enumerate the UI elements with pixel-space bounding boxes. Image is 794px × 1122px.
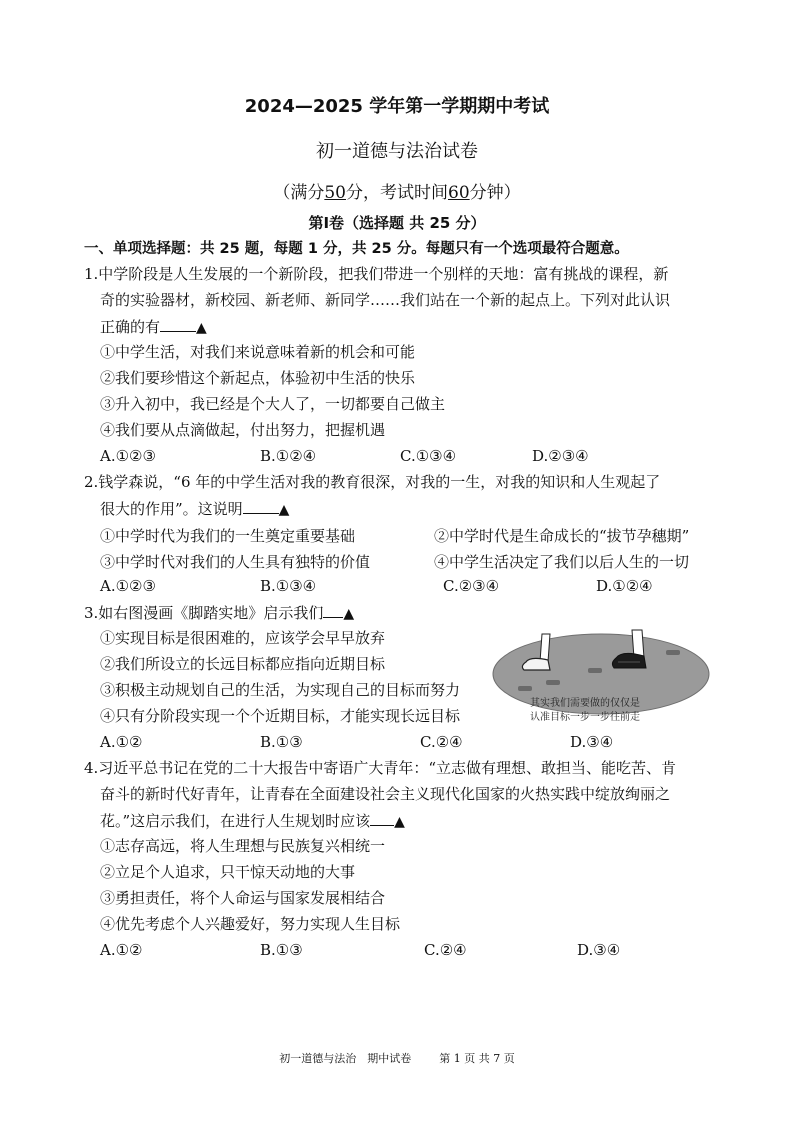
blank-marker-icon: ▲ (394, 814, 405, 830)
answer-blank (323, 603, 343, 618)
q4-item-2: ②立足个人追求，只干惊天动地的大事 (100, 863, 356, 881)
page-footer (0, 1050, 794, 1066)
q3-option-b: B.①③ (260, 733, 303, 751)
exam-duration: 60 (448, 183, 470, 203)
q2-option-b: B.①③④ (260, 577, 317, 595)
q4-stem-line-1: 4.习近平总书记在党的二十大报告中寄语广大青年：“立志做有理想、敢担当、能吃苦、肯 (84, 759, 676, 777)
q1-item-2: ②我们要珍惜这个新起点，体验初中生活的快乐 (100, 369, 416, 387)
q1-item-3: ③升入初中，我已经是个大人了，一切都要自己做主 (100, 395, 446, 413)
q2-option-a: A.①②③ (100, 577, 156, 595)
q3-item-2: ②我们所设立的长远目标都应指向近期目标 (100, 655, 386, 673)
full-score: 50 (324, 183, 346, 203)
q2-stem-line-2: 很大的作用”。这说明 ▲ (100, 500, 290, 518)
q3-option-c: C.②④ (420, 733, 463, 751)
q1-item-4: ④我们要从点滴做起，付出努力，把握机遇 (100, 421, 386, 439)
q4-option-a: A.①② (100, 941, 143, 959)
exam-meta: （满分50分，考试时间60分钟） (273, 183, 521, 203)
exam-title: 2024—2025 学年第一学期期中考试 (244, 96, 550, 117)
q1-stem-line-2: 奇的实验器材，新校园、新老师、新同学……我们站在一个新的起点上。下列对此认识 (100, 291, 671, 309)
q2-item-1: ①中学时代为我们的一生奠定重要基础 (100, 527, 356, 545)
q1-option-d: D.②③④ (532, 447, 589, 465)
q2-option-d: D.①②④ (596, 577, 653, 595)
q3-item-4: ④只有分阶段实现一个个近期目标，才能实现长远目标 (100, 707, 461, 725)
blank-marker-icon: ▲ (343, 606, 355, 622)
blank-marker-icon: ▲ (278, 502, 290, 518)
q1-item-1: ①中学生活，对我们来说意味着新的机会和可能 (100, 343, 416, 361)
q2-item-3: ③中学时代对我们的人生具有独特的价值 (100, 553, 371, 571)
q1-stem-line-1: 1.中学阶段是人生发展的一个新阶段，把我们带进一个别样的天地：富有挑战的课程，新 (84, 265, 669, 283)
answer-blank (160, 317, 196, 332)
cartoon-figure (490, 628, 712, 730)
q2-option-c: C.②③④ (443, 577, 500, 595)
cartoon-caption-line-1: 其实我们需要做的仅仅是 (530, 698, 640, 709)
q3-stem-line-1: 3.如右图漫画《脚踏实地》启示我们 ▲ (84, 604, 355, 622)
q1-option-a: A.①②③ (100, 447, 156, 465)
q1-option-c: C.①③④ (400, 447, 457, 465)
q4-item-3: ③勇担责任，将个人命运与国家发展相结合 (100, 889, 386, 907)
q2-stem-line-1: 2.钱学森说，“6 年的中学生活对我的教育很深，对我的一生，对我的知识和人生观起了 (84, 473, 661, 491)
q3-option-a: A.①② (100, 733, 143, 751)
q2-item-4: ④中学生活决定了我们以后人生的一切 (434, 553, 690, 571)
q2-item-2: ②中学时代是生命成长的“拔节孕穗期” (434, 527, 690, 545)
q4-stem-line-2: 奋斗的新时代好青年，让青春在全面建设社会主义现代化国家的火热实践中绽放绚丽之 (100, 785, 671, 803)
part-title: 第Ⅰ卷（选择题 共 25 分） (308, 214, 486, 232)
q1-stem-line-3: 正确的有 ▲ (100, 318, 207, 336)
footer-subject: 初一道德与法治 期中试卷 (279, 1052, 412, 1065)
q3-option-d: D.③④ (570, 733, 614, 751)
blank-marker-icon: ▲ (196, 320, 207, 336)
q3-item-1: ①实现目标是很困难的，应该学会早早放弃 (100, 629, 386, 647)
q4-option-d: D.③④ (577, 941, 621, 959)
q3-item-3: ③积极主动规划自己的生活，为实现自己的目标而努力 (100, 681, 461, 699)
cartoon-caption-line-2: 认准目标一步一步往前走 (530, 712, 640, 723)
q1-option-b: B.①②④ (260, 447, 317, 465)
q4-item-1: ①志存高远，将人生理想与民族复兴相统一 (100, 837, 386, 855)
q4-option-b: B.①③ (260, 941, 303, 959)
q4-stem-line-3: 花。”这启示我们，在进行人生规划时应该 ▲ (100, 812, 405, 830)
answer-blank (370, 811, 394, 826)
q4-option-c: C.②④ (424, 941, 467, 959)
answer-blank (243, 499, 279, 514)
q4-item-4: ④优先考虑个人兴趣爱好，努力实现人生目标 (100, 915, 401, 933)
subject-title: 初一道德与法治试卷 (316, 141, 478, 162)
section-heading: 一、单项选择题：共 25 题，每题 1 分，共 25 分。每题只有一个选项最符合题意。 (84, 241, 629, 257)
footer-page-number: 第 1 页 共 7 页 (439, 1052, 515, 1065)
